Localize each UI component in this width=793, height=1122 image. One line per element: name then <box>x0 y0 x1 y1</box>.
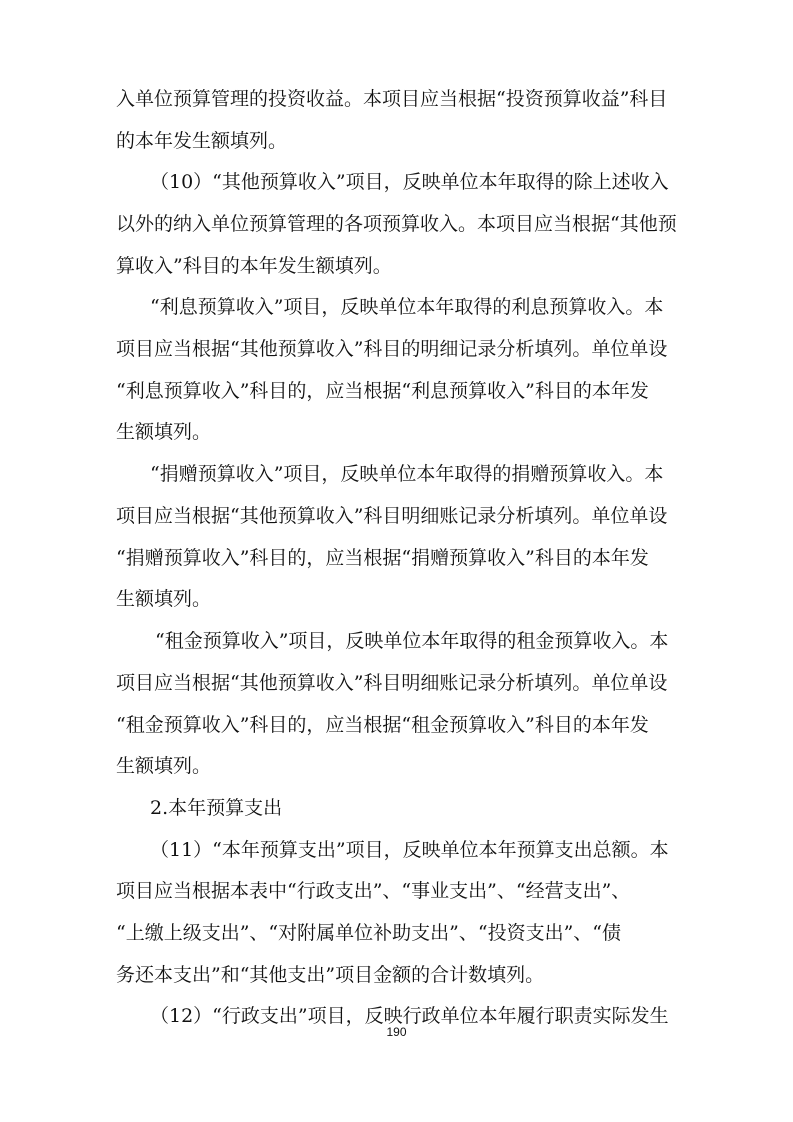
text-line: “利息预算收入”科目的，应当根据“利息预算收入”科目的本年发 <box>116 380 649 402</box>
text-line: “租金预算收入”项目，反映单位本年取得的租金预算收入。本 <box>155 630 669 652</box>
text-line: 以外的纳入单位预算管理的各项预算收入。本项目应当根据“其他预 <box>116 213 677 235</box>
text-line: 入单位预算管理的投资收益。本项目应当根据“投资预算收益”科目 <box>116 88 668 110</box>
text-line: “捐赠预算收入”项目，反映单位本年取得的捐赠预算收入。本 <box>150 463 664 485</box>
text-line: 生额填列。 <box>116 421 212 443</box>
text-line: 生额填列。 <box>116 588 212 610</box>
text-line: 算收入”科目的本年发生额填列。 <box>116 255 392 277</box>
text-line: 项目应当根据本表中“行政支出”、“事业支出”、“经营支出”、 <box>116 880 631 902</box>
text-line: 务还本支出”和“其他支出”项目金额的合计数填列。 <box>116 964 545 986</box>
page-number: 190 <box>386 1025 407 1039</box>
text-line: （11）“本年预算支出”项目，反映单位本年预算支出总额。本 <box>150 839 669 861</box>
text-line: 的本年发生额填列。 <box>116 130 288 152</box>
text-line: （12）“行政支出”项目，反映行政单位本年履行职责实际发生 <box>150 1005 669 1027</box>
text-line: “租金预算收入”科目的，应当根据“租金预算收入”科目的本年发 <box>116 714 649 736</box>
text-line: “利息预算收入”项目，反映单位本年取得的利息预算收入。本 <box>150 296 664 318</box>
text-line: 生额填列。 <box>116 755 212 777</box>
text-line: “上缴上级支出”、“对附属单位补助支出”、“投资支出”、“债 <box>116 922 621 944</box>
section-heading: 2.本年预算支出 <box>150 797 283 819</box>
text-line: 项目应当根据“其他预算收入”科目明细账记录分析填列。单位单设 <box>116 505 668 527</box>
text-line: （10）“其他预算收入”项目，反映单位本年取得的除上述收入 <box>150 171 669 193</box>
text-line: “捐赠预算收入”科目的，应当根据“捐赠预算收入”科目的本年发 <box>116 547 649 569</box>
text-line: 项目应当根据“其他预算收入”科目的明细记录分析填列。单位单设 <box>116 338 668 360</box>
text-line: 项目应当根据“其他预算收入”科目明细账记录分析填列。单位单设 <box>116 672 668 694</box>
